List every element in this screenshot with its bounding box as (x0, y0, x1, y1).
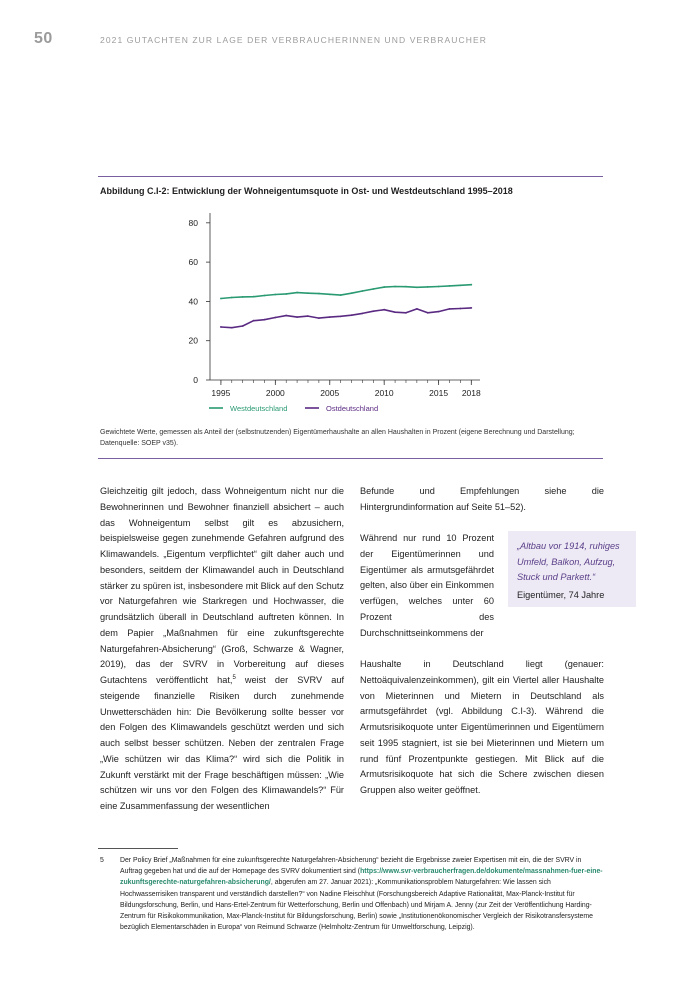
data-point-westdeutschland (405, 286, 407, 288)
data-point-ostdeutschland (253, 320, 255, 322)
data-point-westdeutschland (242, 296, 244, 298)
data-point-westdeutschland (231, 297, 233, 299)
data-point-westdeutschland (427, 286, 429, 288)
y-tick-label: 80 (188, 217, 198, 228)
data-point-westdeutschland (438, 286, 440, 288)
page-number: 50 (34, 30, 53, 47)
data-point-ostdeutschland (329, 316, 331, 318)
data-point-ostdeutschland (449, 308, 451, 310)
data-point-ostdeutschland (394, 311, 396, 313)
data-point-ostdeutschland (470, 307, 472, 309)
data-point-ostdeutschland (242, 325, 244, 327)
x-tick-label: 2018 (461, 388, 481, 398)
data-point-ostdeutschland (383, 309, 385, 311)
body-left-column (100, 484, 344, 815)
chart-svg (150, 205, 550, 430)
body-paragraph: Während nur rund 10 Prozent der Eigentümerinnen und Eigentümer als armutsgefährdet gelten, also über ein Einkommen verfügen, welches unter 60 Prozent des Durchschnittseinkommens der (360, 533, 494, 638)
x-tick-label: 2005 (320, 388, 340, 398)
data-point-westdeutschland (449, 285, 451, 287)
data-point-ostdeutschland (296, 316, 298, 318)
series-line-ostdeutschland (221, 308, 471, 328)
body-right-top (360, 484, 604, 516)
data-point-westdeutschland (383, 286, 385, 288)
data-point-westdeutschland (351, 292, 353, 294)
legend-label-westdeutschland: Westdeutschland (230, 404, 288, 413)
x-tick-label: 2000 (265, 388, 285, 398)
body-text: weist der SVRV auf steigende finanzielle Risiken durch zunehmende Unwetterschäden hin: Die Bevölkerung sollte besser vor den Folgen des Klimawandels geschützt werden und sich auch selbst besser schützen. Neben der zentralen Frage „Wie schützen wir das Klima?“ wird sich die Politik in Zukunft verstärkt mit der Frage beschäftigen müssen: „Wie schützen wir uns vor den Folgen des Klimawandels?“ Für eine Zusammenfassung der wesentlichen (100, 675, 345, 811)
data-point-westdeutschland (253, 296, 255, 298)
data-point-westdeutschland (460, 284, 462, 286)
data-point-ostdeutschland (264, 319, 266, 321)
quote-author: Eigentümer, 74 Jahre (517, 589, 605, 600)
data-point-westdeutschland (285, 293, 287, 295)
data-point-ostdeutschland (460, 308, 462, 310)
data-point-ostdeutschland (318, 317, 320, 319)
data-point-ostdeutschland (351, 314, 353, 316)
data-point-westdeutschland (307, 292, 309, 294)
data-point-ostdeutschland (285, 315, 287, 317)
footnote-number: 5 (100, 857, 104, 864)
figure-top-rule (98, 176, 603, 177)
footnote-text: , abgerufen am 27. Januar 2021): „Kommunikationsproblem Naturgefahren: Wie lassen sich Hochwasserrisiken transparent und verständlich darstellen?“ von Nadine Fleischhut (Forschungsbereich Adaptive Rationalität, Max-Planck-Institut für Bildungsforschung, Berlin, und Hans-Ertel-Zentrum für Wetterforschung, Berlin und Offenbach) und Mirjam A. Jenny (zur Zeit der Veröffentlichung Harding-Zentrum für Risikokommunikation, Max-Planck-Institut für Bildungsforschung, Berlin) sowie „Institutionenökonomischer Vergleich der Risikotransfersysteme bezüglich Elementarschäden in Europa“ von Reimund Schwarze (Helmholtz-Zentrum für Umweltforschung, Leipzig). (120, 879, 593, 932)
footnote-rule (98, 848, 178, 849)
footnote-body (120, 855, 605, 933)
data-point-westdeutschland (362, 290, 364, 292)
y-tick-label: 0 (193, 375, 198, 385)
data-point-ostdeutschland (274, 317, 276, 319)
body-paragraph: Haushalte in Deutschland liegt (genauer: Nettoäquivalenzeinkommen), gilt ein Viertel aller Haushalte von Mieterinnen und Mietern in Deutschland als armutsgefährdet (vgl. Abbildung C.I-3). Während die Armutsrisikoquote unter Eigentümerinnen und Eigentümern seit 1995 stagniert, ist sie bei Mieterinnen und Mietern um rund fünf Prozentpunkte gestiegen. Mit Blick auf die Armutsrisikoquote hat sich die Schere zwischen diesen Gruppen also weiter geöffnet. (360, 659, 604, 795)
footnote-link[interactable]: https://www.svr-verbraucherfragen.de/dokumente/massnahmen-fuer-eine-zukunftsgerechte-naturgefahren-absicherung/ (120, 868, 603, 887)
body-right-bottom (360, 657, 604, 799)
data-point-ostdeutschland (340, 315, 342, 317)
body-paragraph: Befunde und Empfehlungen siehe die Hintergrundinformation auf Seite 51–52). (360, 486, 604, 512)
data-point-westdeutschland (329, 293, 331, 295)
data-point-westdeutschland (372, 288, 374, 290)
series-line-westdeutschland (221, 285, 471, 299)
data-point-westdeutschland (416, 286, 418, 288)
footnote (100, 855, 605, 933)
data-point-ostdeutschland (307, 315, 309, 317)
body-paragraph (100, 484, 344, 815)
data-point-ostdeutschland (362, 312, 364, 314)
figure-title: Abbildung C.I-2: Entwicklung der Wohneigentumsquote in Ost- und Westdeutschland 1995–2018 (100, 186, 513, 196)
data-point-ostdeutschland (427, 312, 429, 314)
running-head: 2021 GUTACHTEN ZUR LAGE DER VERBRAUCHERINNEN UND VERBRAUCHER (100, 35, 488, 45)
y-tick-label: 40 (188, 296, 198, 307)
data-point-westdeutschland (318, 293, 320, 295)
data-point-westdeutschland (340, 294, 342, 296)
body-text: Gleichzeitig gilt jedoch, dass Wohneigentum nicht nur die Bewohnerinnen und Bewohner finanziell absichert – auch das Wohneigentum selbst gilt es abzusichern, beispielsweise gegen zunehmende Gefahren aufgrund des Klimawandels. „Eigentum verpflichtet“ gilt daher auch und besonders, seitdem der Klimawandel auch in Deutschland stärker zu spüren ist, insbesondere mit Blick auf den Schutz vor Naturgefahren wie Starkregen und Hochwasser, die grundsätzlich überall in Deutschland auftreten können. In dem Papier „Maßnahmen für eine zukunftsgerechte Naturgefahren-Absicherung“ (Groß, Schwarze & Wagner, 2019), das der SVRV in Vorbereitung auf dieses Gutachtens veröffentlicht hat, (100, 486, 344, 685)
footnote-text: Der Policy Brief „Maßnahmen für eine zukunftsgerechte Naturgefahren-Absicherung“ bezieht die Ergebnisse zweier Expertisen mit ein, die der SVRV in Auftrag gegeben hat und die auf der Homepage des SVRV dokumentiert sind ( (120, 857, 582, 876)
x-tick-label: 1995 (211, 388, 231, 398)
x-tick-label: 2010 (374, 388, 394, 398)
figure-note: Gewichtete Werte, gemessen als Anteil der (selbstnutzenden) Eigentümerhaushalte an allen Haushalten in Prozent (eigene Berechnung und Darstellung; Datenquelle: SOEP v35). (100, 429, 575, 447)
data-point-ostdeutschland (372, 310, 374, 312)
line-chart (150, 205, 550, 430)
legend-label-ostdeutschland: Ostdeutschland (326, 404, 379, 413)
data-point-ostdeutschland (220, 326, 222, 328)
data-point-westdeutschland (220, 298, 222, 300)
y-tick-label: 60 (188, 257, 198, 268)
footnote-reference[interactable]: 5 (232, 674, 236, 681)
data-point-ostdeutschland (438, 311, 440, 313)
data-point-westdeutschland (296, 292, 298, 294)
data-point-westdeutschland (470, 284, 472, 286)
data-point-ostdeutschland (231, 327, 233, 329)
data-point-ostdeutschland (416, 308, 418, 310)
data-point-westdeutschland (274, 294, 276, 296)
y-tick-label: 20 (188, 335, 198, 346)
data-point-westdeutschland (394, 286, 396, 288)
data-point-westdeutschland (264, 295, 266, 297)
data-point-ostdeutschland (405, 312, 407, 314)
body-right-mid (360, 531, 494, 641)
figure-bottom-rule (98, 458, 603, 459)
quote-text: „Altbau vor 1914, ruhiges Umfeld, Balkon, Aufzug, Stuck und Parkett.“ (517, 541, 620, 583)
quote-box (508, 531, 636, 607)
x-tick-label: 2015 (429, 388, 449, 398)
